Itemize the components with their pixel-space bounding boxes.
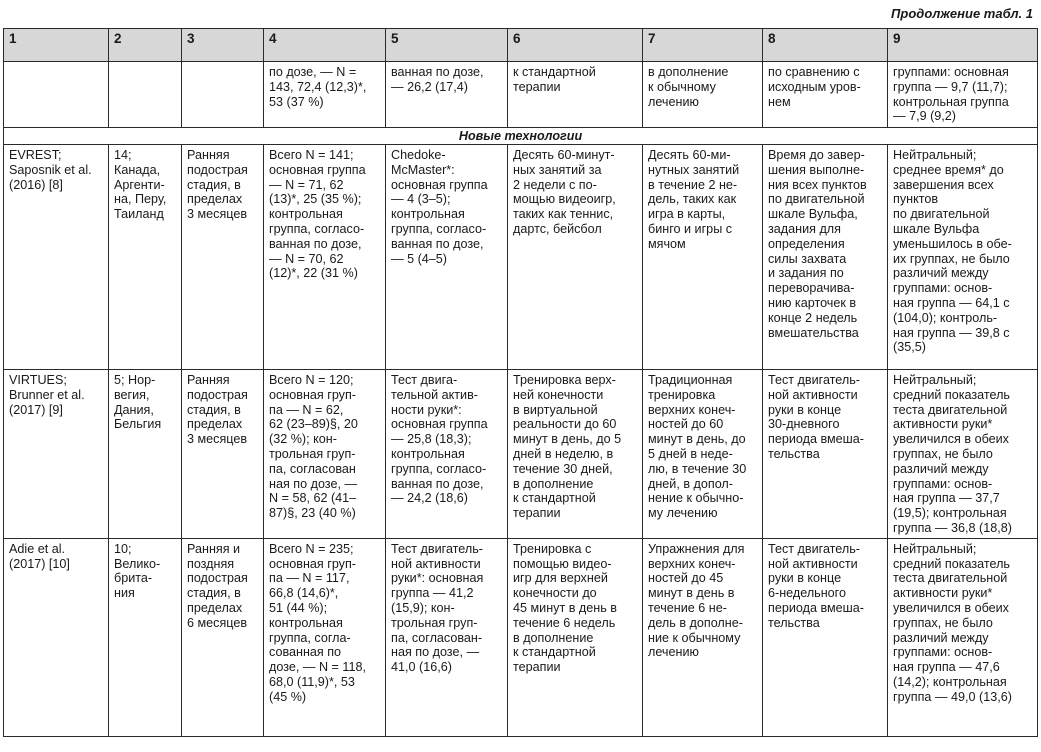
table-cell: EVREST; Saposnik et al. (2016) [8] [4, 145, 109, 370]
column-header: 3 [182, 29, 264, 62]
section-row [4, 128, 1038, 145]
table-cell: Ранняя и поздняя подострая стадия, в пределах 6 месяцев [182, 538, 264, 736]
column-header: 1 [4, 29, 109, 62]
table-cell: Тест двига- тельной актив- ности руки*: основная группа — 25,8 (18,3); контрольная группа, согласо- ванная по дозе, — 24,2 (18,6) [386, 370, 508, 539]
table-cell: группами: основная группа — 9,7 (11,7); контрольная группа — 7,9 (9,2) [888, 62, 1038, 128]
table-cell: по дозе, — N = 143, 72,4 (12,3)*, 53 (37 %) [264, 62, 386, 128]
table-cell: 10; Велико- брита- ния [109, 538, 182, 736]
table-cell: Нейтральный; средний показатель теста двигательной активности руки* увеличился в обеих группах, не было различий между группами: основ- ная группа — 47,6 (14,2); контрольная группа — 49,0 (13,6) [888, 538, 1038, 736]
header-row [4, 29, 1038, 62]
table-row-continuation [4, 62, 1038, 128]
table-cell: Традиционная тренировка верхних конеч- ностей до 60 минут в день, до 5 дней в неде- лю, в течение 30 дней, в допол- нение к обычно- му лечению [643, 370, 763, 539]
column-header: 7 [643, 29, 763, 62]
table-cell: Десять 60-ми- нутных занятий в течение 2 не- дель, таких как игра в карты, бинго и игры с мячом [643, 145, 763, 370]
table-cell: 5; Нор- вегия, Дания, Бельгия [109, 370, 182, 539]
table-cell: Тест двигатель- ной активности руки в конце 6-недельного периода вмеша- тельства [763, 538, 888, 736]
column-header: 8 [763, 29, 888, 62]
table-cell [4, 62, 109, 128]
table-cell: Нейтральный; среднее время* до завершения всех пунктов по двигательной шкале Вульфа уменьшилось в обе- их группах, не было различий между группами: основ- ная группа — 64,1 с (104,0); контроль- ная группа — 39,8 с (35,5) [888, 145, 1038, 370]
table-cell: Ранняя подострая стадия, в пределах 3 месяцев [182, 370, 264, 539]
table-cell: к стандартной терапии [508, 62, 643, 128]
table-cell: Тренировка с помощью видео- игр для верхней конечности до 45 минут в день в течение 6 недель в дополнение к стандартной терапии [508, 538, 643, 736]
table-cell: Тренировка верх- ней конечности в виртуальной реальности до 60 минут в день, до 5 дней в неделю, в течение 30 дней, в дополнение к стандартной терапии [508, 370, 643, 539]
table-cell: Всего N = 141; основная группа — N = 71, 62 (13)*, 25 (35 %); контрольная группа, согласо- ванная по дозе, — N = 70, 62 (12)*, 22 (31 %) [264, 145, 386, 370]
table-cell: Всего N = 235; основная груп- па — N = 117, 66,8 (14,6)*, 51 (44 %); контрольная группа, согла- сованная по дозе, — N = 118, 68,0 (11,9)*, 53 (45 %) [264, 538, 386, 736]
table-cell: Chedoke- McMaster*: основная группа — 4 (3–5); контрольная группа, согласо- ванная по дозе, — 5 (4–5) [386, 145, 508, 370]
table-cell: Десять 60-минут- ных занятий за 2 недели с по- мощью видеоигр, таких как теннис, дартс, бейсбол [508, 145, 643, 370]
table-cell: Adie et al. (2017) [10] [4, 538, 109, 736]
table-cell: 14; Канада, Аргенти- на, Перу, Таиланд [109, 145, 182, 370]
table-cell: Тест двигатель- ной активности руки в конце 30-дневного периода вмеша- тельства [763, 370, 888, 539]
table-cell: Нейтральный; средний показатель теста двигательной активности руки* увеличился в обеих группах, не было различий между группами: основ- ная группа — 37,7 (19,5); контрольная группа — 36,8 (18,8) [888, 370, 1038, 539]
column-header: 6 [508, 29, 643, 62]
column-header: 2 [109, 29, 182, 62]
column-header: 5 [386, 29, 508, 62]
table-cell: Ранняя подострая стадия, в пределах 3 месяцев [182, 145, 264, 370]
table-cell: Время до завер- шения выполне- ния всех пунктов по двигательной шкале Вульфа, задания для определения силы захвата и задания по переворачива- нию карточек в конце 2 недель вмешательства [763, 145, 888, 370]
table-cell [182, 62, 264, 128]
table-row [4, 145, 1038, 370]
section-title: Новые технологии [4, 128, 1038, 145]
column-header: 9 [888, 29, 1038, 62]
table-cell: ванная по дозе, — 26,2 (17,4) [386, 62, 508, 128]
table-cell: Всего N = 120; основная груп- па — N = 62, 62 (23–89)§, 20 (32 %); кон- трольная груп- па, согласован ная по дозе, — N = 58, 62 (41– 87)§, 23 (40 %) [264, 370, 386, 539]
table-cell [109, 62, 182, 128]
study-table [3, 28, 1038, 737]
table-row [4, 538, 1038, 736]
table-cell: Упражнения для верхних конеч- ностей до 45 минут в день в течение 6 не- дель в дополне- ние к обычному лечению [643, 538, 763, 736]
table-row [4, 370, 1038, 539]
table-cell: Тест двигатель- ной активности руки*: основная группа — 41,2 (15,9); кон- трольная груп- па, согласован- ная по дозе, — 41,0 (16,6) [386, 538, 508, 736]
table-cell: по сравнению с исходным уров- нем [763, 62, 888, 128]
column-header: 4 [264, 29, 386, 62]
table-cell: в дополнение к обычному лечению [643, 62, 763, 128]
table-caption: Продолжение табл. 1 [891, 6, 1033, 21]
table-cell: VIRTUES; Brunner et al. (2017) [9] [4, 370, 109, 539]
